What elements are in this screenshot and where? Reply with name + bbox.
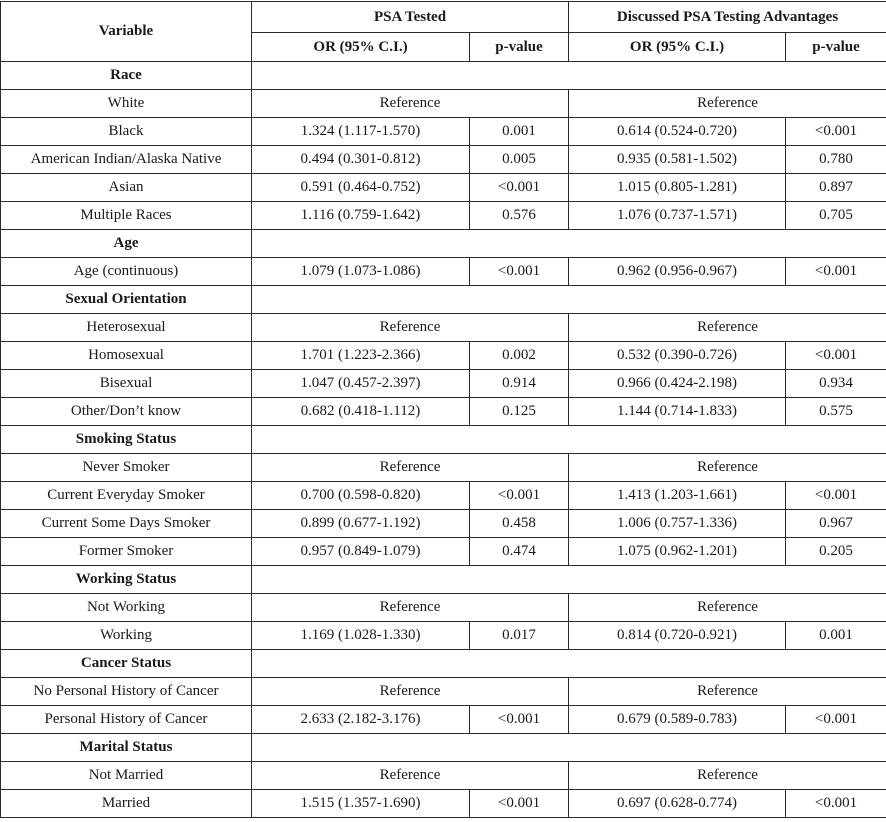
- or-cell-2: 1.076 (0.737-1.571): [569, 202, 786, 230]
- reference-cell-2: Reference: [569, 454, 886, 482]
- p-cell-1: <0.001: [470, 258, 569, 286]
- table-row: [1, 790, 886, 818]
- table-row: [1, 258, 886, 286]
- section-label: Marital Status: [1, 734, 252, 762]
- p-cell-1: 0.458: [470, 510, 569, 538]
- or-cell-2: 0.614 (0.524-0.720): [569, 118, 786, 146]
- row-label: White: [1, 90, 252, 118]
- row-label: Asian: [1, 174, 252, 202]
- or-cell-1: 0.591 (0.464-0.752): [252, 174, 470, 202]
- reference-cell-2: Reference: [569, 90, 886, 118]
- section-blank: [252, 426, 886, 454]
- p-cell-2: <0.001: [786, 342, 886, 370]
- variable-header: Variable: [1, 2, 252, 62]
- section-label: Age: [1, 230, 252, 258]
- or-cell-2: 0.679 (0.589-0.783): [569, 706, 786, 734]
- reference-row: [1, 594, 886, 622]
- or-cell-1: 1.701 (1.223-2.366): [252, 342, 470, 370]
- section-blank: [252, 650, 886, 678]
- reference-cell-2: Reference: [569, 314, 886, 342]
- or-cell-1: 1.324 (1.117-1.570): [252, 118, 470, 146]
- p-cell-1: 0.125: [470, 398, 569, 426]
- p-cell-1: <0.001: [470, 482, 569, 510]
- row-label: Not Working: [1, 594, 252, 622]
- or-cell-2: 0.814 (0.720-0.921): [569, 622, 786, 650]
- p-cell-2: 0.934: [786, 370, 886, 398]
- reference-cell-1: Reference: [252, 594, 569, 622]
- section-row: [1, 734, 886, 762]
- p-cell-1: 0.576: [470, 202, 569, 230]
- p-cell-2: 0.897: [786, 174, 886, 202]
- or-cell-1: 0.957 (0.849-1.079): [252, 538, 470, 566]
- or-cell-2: 0.966 (0.424-2.198): [569, 370, 786, 398]
- section-row: [1, 230, 886, 258]
- row-label: Black: [1, 118, 252, 146]
- section-label: Sexual Orientation: [1, 286, 252, 314]
- or-header-1: OR (95% C.I.): [252, 33, 470, 62]
- or-cell-1: 0.700 (0.598-0.820): [252, 482, 470, 510]
- or-cell-1: 1.079 (1.073-1.086): [252, 258, 470, 286]
- or-cell-1: 1.047 (0.457-2.397): [252, 370, 470, 398]
- p-cell-2: 0.575: [786, 398, 886, 426]
- section-label: Working Status: [1, 566, 252, 594]
- table-row: [1, 202, 886, 230]
- table-row: [1, 510, 886, 538]
- row-label: Age (continuous): [1, 258, 252, 286]
- section-row: [1, 566, 886, 594]
- table-row: [1, 118, 886, 146]
- p-cell-1: 0.002: [470, 342, 569, 370]
- table-row: [1, 342, 886, 370]
- table-row: [1, 370, 886, 398]
- row-label: American Indian/Alaska Native: [1, 146, 252, 174]
- table-row: [1, 706, 886, 734]
- p-cell-2: <0.001: [786, 790, 886, 818]
- row-label: Other/Don’t know: [1, 398, 252, 426]
- row-label: Homosexual: [1, 342, 252, 370]
- section-row: [1, 650, 886, 678]
- section-blank: [252, 286, 886, 314]
- p-cell-1: 0.474: [470, 538, 569, 566]
- p-cell-1: <0.001: [470, 706, 569, 734]
- p-cell-2: <0.001: [786, 258, 886, 286]
- table-body: [1, 62, 886, 818]
- table-row: [1, 146, 886, 174]
- or-cell-2: 0.935 (0.581-1.502): [569, 146, 786, 174]
- reference-cell-1: Reference: [252, 90, 569, 118]
- p-cell-1: 0.001: [470, 118, 569, 146]
- p-cell-1: 0.914: [470, 370, 569, 398]
- row-label: No Personal History of Cancer: [1, 678, 252, 706]
- results-table: [0, 1, 886, 818]
- p-cell-1: <0.001: [470, 174, 569, 202]
- row-label: Not Married: [1, 762, 252, 790]
- or-cell-1: 1.515 (1.357-1.690): [252, 790, 470, 818]
- or-cell-2: 0.697 (0.628-0.774): [569, 790, 786, 818]
- table-row: [1, 174, 886, 202]
- or-cell-1: 2.633 (2.182-3.176): [252, 706, 470, 734]
- p-cell-2: 0.205: [786, 538, 886, 566]
- p-cell-2: <0.001: [786, 482, 886, 510]
- section-blank: [252, 62, 886, 90]
- or-cell-1: 0.899 (0.677-1.192): [252, 510, 470, 538]
- row-label: Current Some Days Smoker: [1, 510, 252, 538]
- reference-cell-1: Reference: [252, 314, 569, 342]
- p-cell-2: 0.967: [786, 510, 886, 538]
- p-cell-2: <0.001: [786, 706, 886, 734]
- section-blank: [252, 566, 886, 594]
- or-header-2: OR (95% C.I.): [569, 33, 786, 62]
- or-cell-1: 0.494 (0.301-0.812): [252, 146, 470, 174]
- reference-cell-1: Reference: [252, 454, 569, 482]
- reference-row: [1, 314, 886, 342]
- section-label: Cancer Status: [1, 650, 252, 678]
- section-row: [1, 62, 886, 90]
- or-cell-1: 1.116 (0.759-1.642): [252, 202, 470, 230]
- row-label: Current Everyday Smoker: [1, 482, 252, 510]
- section-label: Race: [1, 62, 252, 90]
- p-cell-1: 0.005: [470, 146, 569, 174]
- or-cell-2: 1.006 (0.757-1.336): [569, 510, 786, 538]
- row-label: Multiple Races: [1, 202, 252, 230]
- or-cell-2: 1.075 (0.962-1.201): [569, 538, 786, 566]
- or-cell-2: 1.413 (1.203-1.661): [569, 482, 786, 510]
- reference-row: [1, 454, 886, 482]
- section-row: [1, 286, 886, 314]
- p-cell-2: <0.001: [786, 118, 886, 146]
- table-row: [1, 482, 886, 510]
- or-cell-1: 1.169 (1.028-1.330): [252, 622, 470, 650]
- or-cell-2: 0.962 (0.956-0.967): [569, 258, 786, 286]
- p-header-2: p-value: [786, 33, 886, 62]
- reference-cell-1: Reference: [252, 762, 569, 790]
- section-blank: [252, 230, 886, 258]
- row-label: Former Smoker: [1, 538, 252, 566]
- reference-cell-2: Reference: [569, 762, 886, 790]
- p-header-1: p-value: [470, 33, 569, 62]
- reference-cell-1: Reference: [252, 678, 569, 706]
- p-cell-1: 0.017: [470, 622, 569, 650]
- header-row-1: [1, 2, 886, 33]
- section-label: Smoking Status: [1, 426, 252, 454]
- reference-cell-2: Reference: [569, 678, 886, 706]
- reference-row: [1, 90, 886, 118]
- table-row: [1, 538, 886, 566]
- row-label: Working: [1, 622, 252, 650]
- row-label: Bisexual: [1, 370, 252, 398]
- reference-row: [1, 762, 886, 790]
- section-row: [1, 426, 886, 454]
- or-cell-2: 1.144 (0.714-1.833): [569, 398, 786, 426]
- p-cell-2: 0.780: [786, 146, 886, 174]
- table-row: [1, 398, 886, 426]
- row-label: Never Smoker: [1, 454, 252, 482]
- row-label: Personal History of Cancer: [1, 706, 252, 734]
- discussed-advantages-header: Discussed PSA Testing Advantages: [569, 2, 886, 33]
- psa-tested-header: PSA Tested: [252, 2, 569, 33]
- row-label: Heterosexual: [1, 314, 252, 342]
- reference-row: [1, 678, 886, 706]
- p-cell-2: 0.001: [786, 622, 886, 650]
- or-cell-2: 0.532 (0.390-0.726): [569, 342, 786, 370]
- row-label: Married: [1, 790, 252, 818]
- p-cell-2: 0.705: [786, 202, 886, 230]
- p-cell-1: <0.001: [470, 790, 569, 818]
- or-cell-1: 0.682 (0.418-1.112): [252, 398, 470, 426]
- section-blank: [252, 734, 886, 762]
- table-row: [1, 622, 886, 650]
- or-cell-2: 1.015 (0.805-1.281): [569, 174, 786, 202]
- reference-cell-2: Reference: [569, 594, 886, 622]
